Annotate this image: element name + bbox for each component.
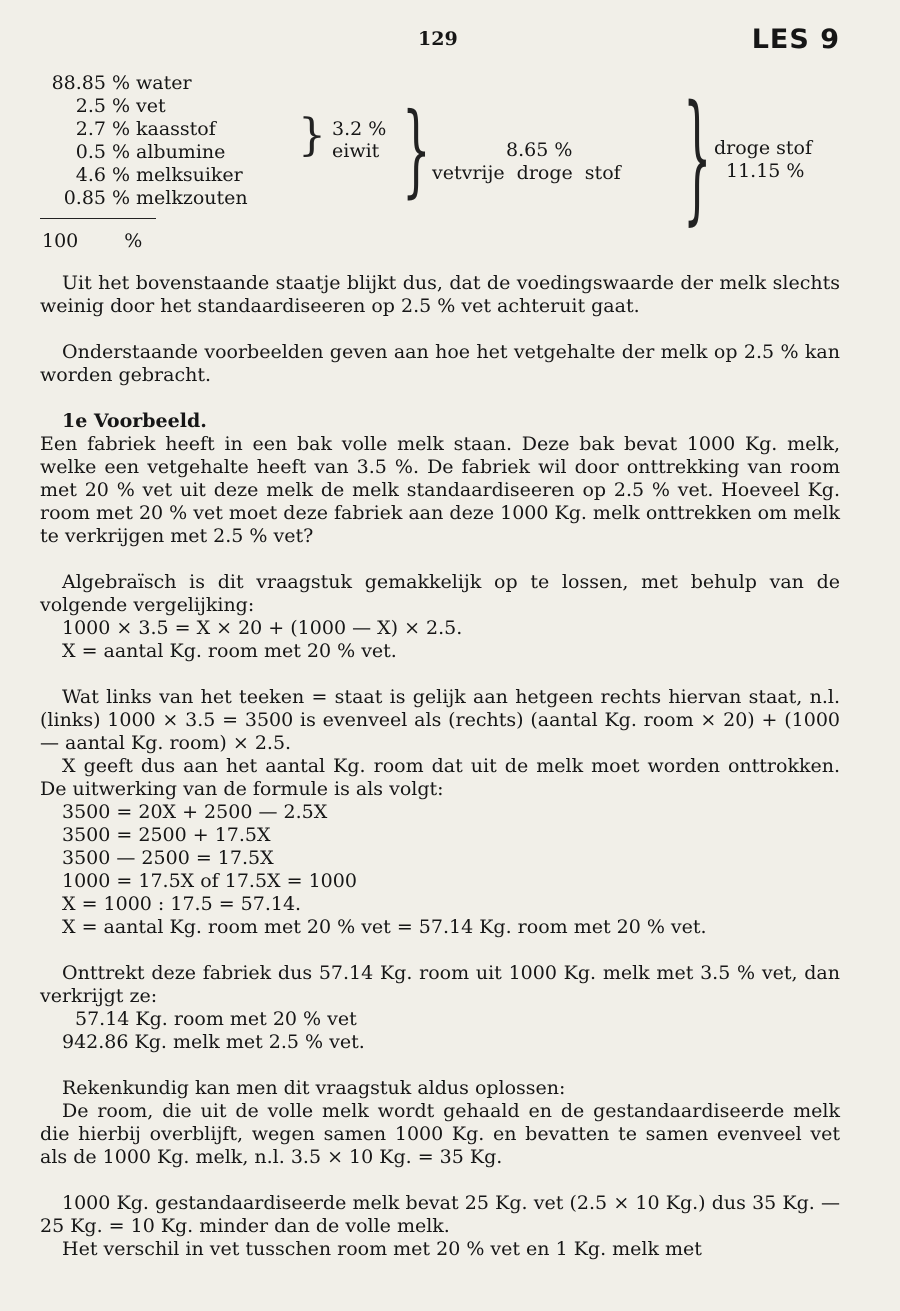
equation: 1000 × 3.5 = X × 20 + (1000 — X) × 2.5. <box>62 617 463 639</box>
paragraph: Het verschil in vet tusschen room met 20 % vet en 1 Kg. melk met <box>62 1238 702 1260</box>
paragraph: 1000 Kg. gestandaardiseerde melk bevat 25 Kg. vet (2.5 × 10 Kg.) dus 35 Kg. — 25 Kg. = 10 Kg. minder dan de volle melk. <box>40 1192 840 1237</box>
dry-matter-value: 11.15 % <box>726 160 805 182</box>
composition-value: 2.7 <box>75 118 106 140</box>
brace-icon: } <box>683 76 712 239</box>
composition-value: 0.85 <box>63 187 106 209</box>
fatfree-dry-label: vetvrije droge stof <box>432 162 621 184</box>
paragraph: Onderstaande voorbeelden geven aan hoe het vetgehalte der melk op 2.5 % kan worden gebracht. <box>40 341 840 386</box>
sum-rule <box>40 218 156 219</box>
percent-sign: % <box>124 230 143 252</box>
equation: X = aantal Kg. room met 20 % vet. <box>62 640 397 662</box>
composition-total <box>42 230 148 253</box>
percent-sign: % <box>111 118 131 140</box>
percent-sign: % <box>111 72 131 94</box>
composition-name: melkzouten <box>136 187 248 209</box>
paragraph: De room, die uit de volle melk wordt gehaald en de gestandaardiseerde melk die hierbij overblijft, wegen samen 1000 Kg. en bevatten te samen evenveel vet als de 1000 Kg. melk, n.l. 3.5 × 10 Kg. = 35 Kg. <box>40 1100 840 1168</box>
calculation-step: X = 1000 : 17.5 = 57.14. <box>62 893 302 915</box>
calculation-step: 3500 = 20X + 2500 — 2.5X <box>62 801 328 823</box>
composition-value: 4.6 <box>75 164 106 186</box>
composition-row <box>40 187 248 210</box>
protein-value: 3.2 % <box>332 118 387 140</box>
paragraph: Algebraïsch is dit vraagstuk gemakkelijk op te lossen, met behulp van de volgende vergelijking: <box>40 571 840 616</box>
composition-name: melksuiker <box>136 164 243 186</box>
paragraph: Uit het bovenstaande staatje blijkt dus, dat de voedingswaarde der melk slechts weinig door het standaardiseeren op 2.5 % vet achteruit gaat. <box>40 272 840 317</box>
composition-name: vet <box>136 95 166 117</box>
paragraph: X geeft dus aan het aantal Kg. room dat uit de melk moet worden onttrokken. De uitwerking van de formule is als volgt: <box>40 755 840 800</box>
paragraph: Onttrekt deze fabriek dus 57.14 Kg. room uit 1000 Kg. melk met 3.5 % vet, dan verkrijgt ze: <box>40 962 840 1007</box>
percent-sign: % <box>111 95 131 117</box>
total-value: 100 <box>42 230 79 252</box>
fatfree-dry-value: 8.65 % <box>506 139 573 161</box>
paragraph: Een fabriek heeft in een bak volle melk staan. Deze bak bevat 1000 Kg. melk, welke een vetgehalte heeft van 3.5 %. De fabriek wil door onttrekking van room met 20 % vet uit deze melk de melk standaardiseeren op 2.5 % vet. Hoeveel Kg. room met 20 % vet moet deze fabriek aan deze 1000 Kg. melk onttrekken om melk te verkrijgen met 2.5 % vet? <box>40 433 840 547</box>
result-line: 57.14 Kg. room met 20 % vet <box>75 1008 357 1030</box>
composition-value: 2.5 <box>75 95 106 117</box>
brace-icon: } <box>298 110 326 161</box>
composition-value: 0.5 <box>75 141 106 163</box>
percent-sign: % <box>111 141 131 163</box>
composition-name: kaasstof <box>136 118 216 140</box>
calculation-step: 3500 = 2500 + 17.5X <box>62 824 271 846</box>
calculation-step: 1000 = 17.5X of 17.5X = 1000 <box>62 870 357 892</box>
result-line: 942.86 Kg. melk met 2.5 % vet. <box>62 1031 365 1053</box>
composition-name: water <box>136 72 192 94</box>
milk-composition-table <box>40 72 860 262</box>
lesson-label: LES 9 <box>751 24 840 55</box>
example-heading: 1e Voorbeeld. <box>62 410 207 432</box>
composition-row <box>40 164 243 187</box>
calculation-step: 3500 — 2500 = 17.5X <box>62 847 274 869</box>
composition-value: 88.85 <box>51 72 106 94</box>
calculation-step: X = aantal Kg. room met 20 % vet = 57.14 Kg. room met 20 % vet. <box>62 916 707 938</box>
paragraph: Rekenkundig kan men dit vraagstuk aldus oplossen: <box>62 1077 566 1099</box>
percent-sign: % <box>111 187 131 209</box>
brace-icon: } <box>402 91 431 208</box>
paragraph: Wat links van het teeken = staat is gelijk aan hetgeen rechts hiervan staat, n.l. (links) 1000 × 3.5 = 3500 is evenveel als (rechts) (aantal Kg. room × 20) + (1000 — aantal Kg. room) × 2.5. <box>40 686 840 754</box>
protein-label: eiwit <box>332 140 380 162</box>
composition-row <box>40 72 192 95</box>
body-text <box>40 272 840 1261</box>
composition-name: albumine <box>136 141 226 163</box>
composition-row <box>40 141 225 164</box>
composition-row <box>40 95 166 118</box>
composition-row <box>40 118 216 141</box>
dry-matter-label: droge stof <box>714 137 812 159</box>
page-number: 129 <box>418 28 458 50</box>
percent-sign: % <box>111 164 131 186</box>
